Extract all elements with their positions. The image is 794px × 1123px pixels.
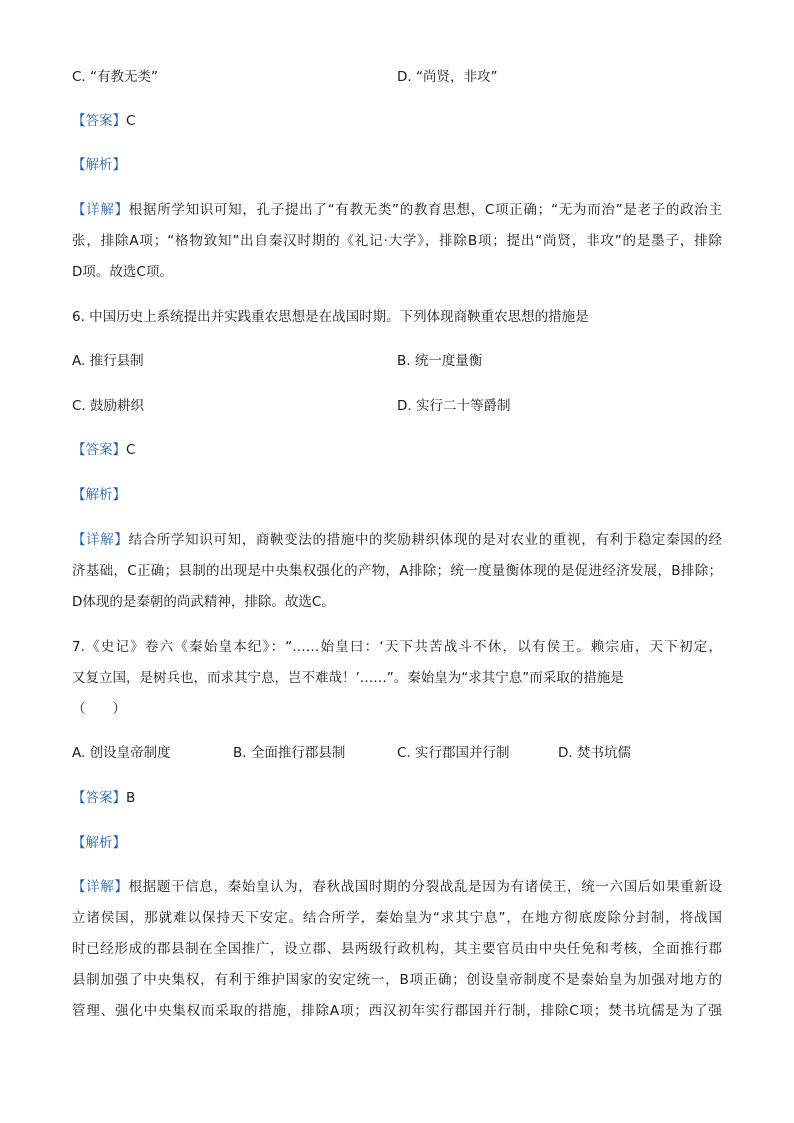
q6-answer [72, 440, 135, 460]
answer-value: C [126, 442, 136, 458]
q6-analysis-heading: 【解析】 [72, 487, 126, 503]
detail-text: 根据所学知识可知，孔子提出了“有教无类”的教育思想，C项正确；“无为而治”是老子的政治主 [128, 202, 723, 218]
answer-value: B [126, 790, 136, 806]
q6-detail-line-2: 济基础，C正确；县制的出现是中央集权强化的产物，A排除；统一度量衡体现的是促进经济发展，B排除； [72, 563, 722, 579]
q6-option-c: C. 鼓励耕织 [72, 398, 145, 414]
q6-option-a: A. 推行县制 [72, 353, 144, 369]
q6-detail-line-1 [72, 530, 722, 550]
q7-stem-line-3: （ ） [72, 701, 126, 717]
answer-tag: 【答案】 [72, 442, 126, 458]
q7-answer [72, 788, 135, 808]
q5-option-c: C. “有教无类” [72, 69, 158, 85]
q5-detail-line-2: 张，排除A项；“格物致知”出自秦汉时期的《礼记·大学》，排除B项；提出“尚贤，非攻”的是墨子，排除 [72, 233, 722, 249]
q5-detail-line-3: D项。故选C项。 [72, 264, 173, 280]
q7-option-a: A. 创设皇帝制度 [72, 745, 171, 761]
detail-text: 根据题干信息，秦始皇认为，春秋战国时期的分裂战乱是因为有诸侯王，统一六国后如果重新设 [128, 879, 722, 895]
q7-option-b: B. 全面推行郡县制 [233, 745, 346, 761]
q7-analysis-heading: 【解析】 [72, 835, 126, 851]
q5-option-d: D. “尚贤，非攻” [397, 69, 498, 85]
detail-tag: 【详解】 [72, 202, 129, 218]
q6-stem: 6. 中国历史上系统提出并实践重农思想是在战国时期。下列体现商鞅重农思想的措施是 [72, 309, 589, 325]
q7-option-d: D. 焚书坑儒 [558, 745, 631, 761]
q7-detail-line-5: 管理、强化中央集权而采取的措施，排除A项；西汉初年实行郡国并行制，排除C项；焚书坑儒是为了强 [72, 1003, 722, 1019]
q6-option-d: D. 实行二十等爵制 [397, 398, 511, 414]
detail-tag: 【详解】 [72, 532, 129, 548]
q6-detail-line-3: D体现的是秦朝的尚武精神，排除。故选C。 [72, 594, 335, 610]
detail-tag: 【详解】 [72, 879, 129, 895]
answer-value: C [126, 113, 136, 129]
q7-detail-line-2: 立诸侯国，那就难以保持天下安定。结合所学，秦始皇为“求其宁息”，在地方彻底废除分封制，将战国 [72, 910, 722, 926]
answer-tag: 【答案】 [72, 113, 126, 129]
q5-analysis-heading: 【解析】 [72, 157, 126, 173]
q5-answer [72, 111, 135, 131]
answer-tag: 【答案】 [72, 790, 126, 806]
q6-option-b: B. 统一度量衡 [397, 353, 483, 369]
detail-text: 结合所学知识可知，商鞅变法的措施中的奖励耕织体现的是对农业的重视，有利于稳定秦国的经 [128, 532, 722, 548]
q7-option-c: C. 实行郡国并行制 [397, 745, 510, 761]
q7-detail-line-4: 县制加强了中央集权，有利于维护国家的安定统一，B项正确；创设皇帝制度不是秦始皇为加强对地方的 [72, 972, 722, 988]
q7-detail-line-3: 时已经形成的郡县制在全国推广，设立郡、县两级行政机构，其主要官员由中央任免和考核，全面推行郡 [72, 941, 722, 957]
q7-stem-line-2: 又复立国，是树兵也，而求其宁息，岂不难哉！’……”。秦始皇为“求其宁息”而采取的措施是 [72, 670, 624, 686]
q7-detail-line-1 [72, 877, 722, 897]
q5-detail-line-1 [72, 200, 722, 220]
q7-stem-line-1: 7.《史记》卷六《秦始皇本纪》：“……始皇曰：‘天下共苦战斗不休，以有侯王。赖宗庙，天下初定， [72, 639, 722, 655]
